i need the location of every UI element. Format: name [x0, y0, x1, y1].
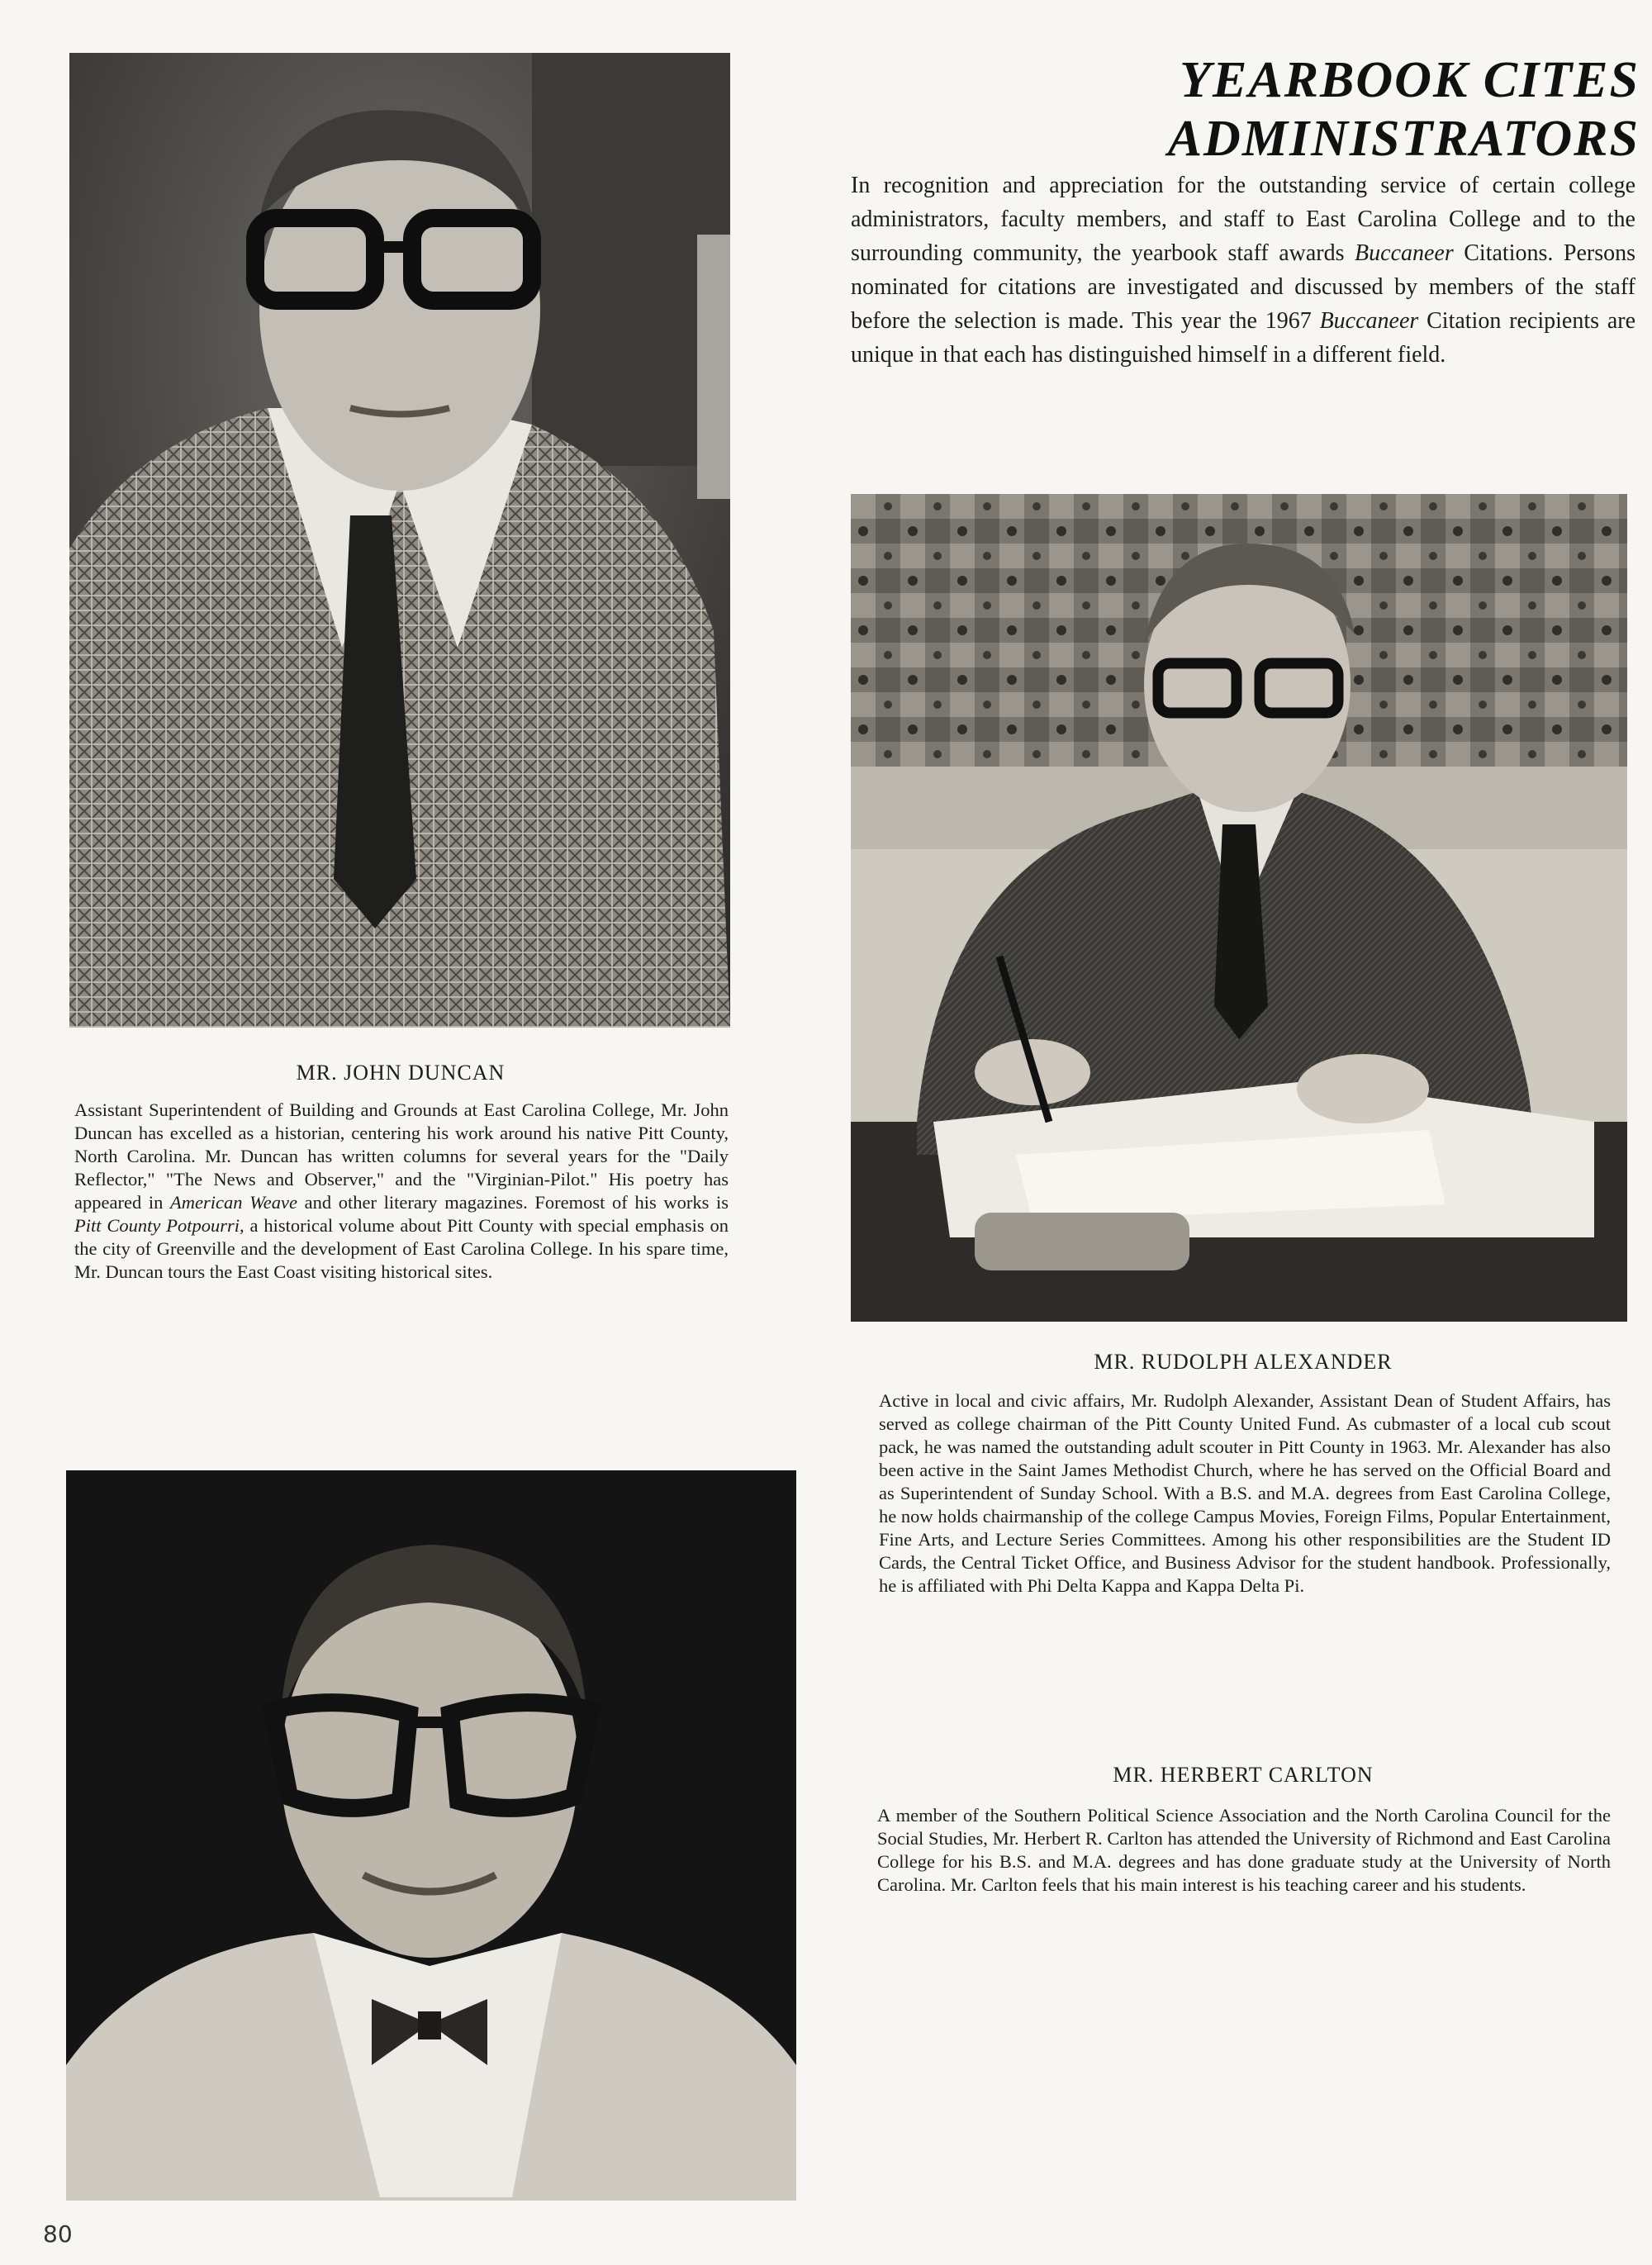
photo-herbert-carlton	[66, 1470, 796, 2201]
intro-text-part: Citation recipients are unique in that each has distinguished himself in a different field.	[851, 308, 1635, 368]
intro-text-part: Citations. Persons nominated for citations are investigated and discussed by members of the staff before the selection is made. This year the 1967	[851, 240, 1635, 334]
caption-title-duncan: MR. JOHN DUNCAN	[296, 1061, 506, 1085]
intro-text-part: In recognition and appreciation for the outstanding service of certain college administrators, faculty members, and staff to East Carolina College and to the surrounding community, the yearbook staff awards	[851, 173, 1635, 266]
intro-italic-buccaneer: Buccaneer	[1355, 240, 1454, 266]
photo-rudolph-alexander	[851, 494, 1627, 1322]
page-headline: YEARBOOK CITES ADMINISTRATORS	[1167, 52, 1640, 167]
caption-body-alexander: Active in local and civic affairs, Mr. Rudolph Alexander, Assistant Dean of Student Affairs, has served as college chairman of the Pitt County United Fund. As cubmaster of a local cub scout pack, he was named the outstanding adult scouter in Pitt County in 1963. Mr. Alexander has also been active in the Saint James Methodist Church, where he has served on the Official Board and as Superintendent of Sunday School. With a B.S. and M.A. degrees from East Carolina College, he now holds chairmanship of the college Campus Movies, Foreign Films, Popular Entertainment, Fine Arts, and Lecture Series Committees. Among his other responsibilities are the Student ID Cards, the Central Ticket Office, and Business Advisor for the student handbook. Professionally, he is affiliated with Phi Delta Kappa and Kappa Delta Pi.	[879, 1390, 1611, 1596]
page-number: 80	[43, 2220, 73, 2248]
duncan-text-part: and other literary magazines. Foremost of his works is	[297, 1192, 729, 1213]
caption-body-carlton: A member of the Southern Political Science Association and the North Carolina Council for the Social Studies, Mr. Herbert R. Carlton has attended the University of Richmond and East Carolina College for his B.S. and M.A. degrees and has done graduate study at the University of North Carolina. Mr. Carlton feels that his main interest is his teaching career and his students.	[877, 1805, 1611, 1895]
photo-john-duncan	[69, 53, 730, 1028]
duncan-italic-title: American Weave	[169, 1192, 297, 1213]
caption-body-duncan	[74, 1099, 729, 1284]
duncan-text-part: a historical volume about Pitt County with special emphasis on the city of Greenville and the development of East Carolina College. In his spare time, Mr. Duncan tours the East Coast visiting historical sites.	[74, 1215, 729, 1282]
caption-title-alexander: MR. RUDOLPH ALEXANDER	[1094, 1350, 1393, 1374]
caption-title-carlton: MR. HERBERT CARLTON	[1113, 1763, 1374, 1787]
duncan-text-part: Assistant Superintendent of Building and Grounds at East Carolina College, Mr. John Duncan has excelled as a historian, centering his work around his native Pitt County, North Carolina. Mr. Duncan has written columns for several years for the "Daily Reflector," "The News and Observer," and the "Virginian-Pilot." His poetry has appeared in	[74, 1099, 729, 1213]
intro-italic-buccaneer: Buccaneer	[1319, 308, 1419, 334]
duncan-italic-title: Pitt County Potpourri,	[74, 1215, 244, 1236]
intro-paragraph	[851, 169, 1635, 372]
